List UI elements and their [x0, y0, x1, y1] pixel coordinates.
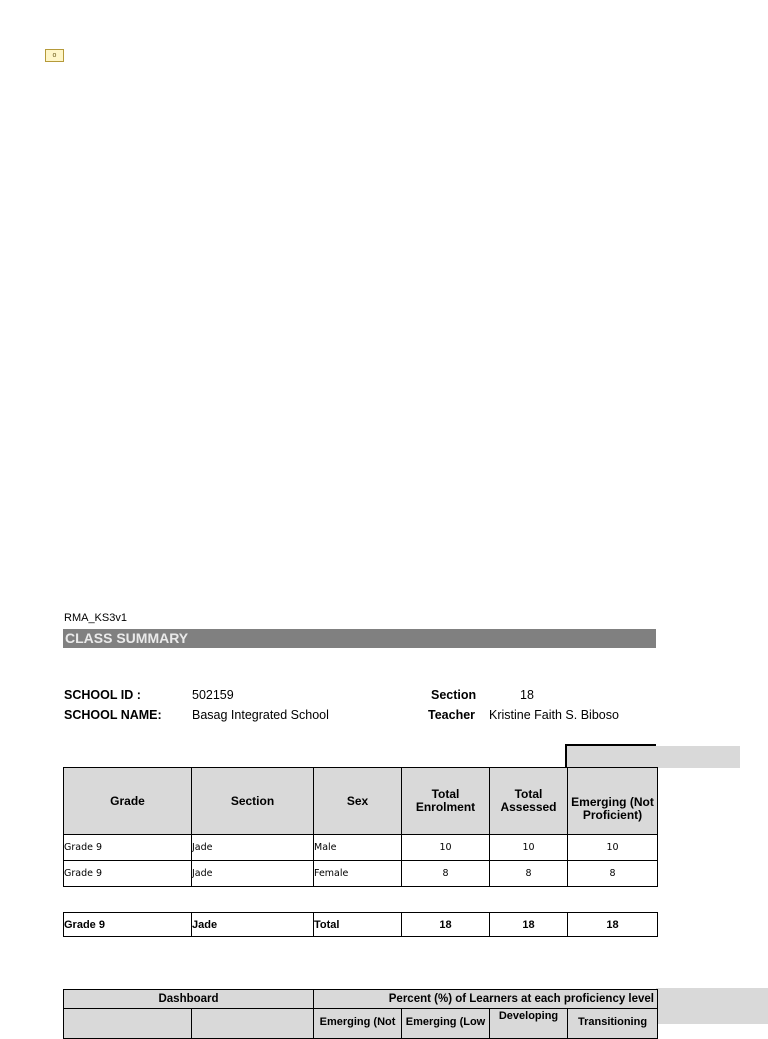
cell-emerging: 10: [568, 835, 658, 861]
section-label: Section: [431, 688, 477, 702]
total-emerging: 18: [568, 913, 658, 937]
subheader-emerging-low: Emerging (Low: [402, 1009, 490, 1039]
total-section: Jade: [192, 913, 314, 937]
total-enrolment: 18: [402, 913, 490, 937]
cell-grade: Grade 9: [64, 861, 192, 887]
cell-sex: Male: [314, 835, 402, 861]
header-sex: Sex: [314, 768, 402, 835]
subheader-developing: Developing: [490, 1009, 568, 1039]
total-label: Total: [314, 913, 402, 937]
table-row: [64, 861, 658, 887]
school-name-value: Basag Integrated School: [192, 708, 329, 722]
school-id-value: 502159: [192, 688, 234, 702]
header-total-enrolment: Total Enrolment: [402, 768, 490, 835]
grey-header-fill: [656, 746, 740, 768]
cell-total-assessed: 10: [490, 835, 568, 861]
cell-section: Jade: [192, 861, 314, 887]
dashboard-title: Dashboard: [64, 990, 314, 1009]
table-row: [64, 835, 658, 861]
header-emerging-not-proficient: Emerging (Not Proficient): [568, 768, 658, 835]
cell-sex: Female: [314, 861, 402, 887]
cell-grade: Grade 9: [64, 835, 192, 861]
header-grade: Grade: [64, 768, 192, 835]
dashboard-table: [63, 989, 658, 1039]
teacher-value: Kristine Faith S. Biboso: [489, 708, 619, 722]
comment-marker-icon[interactable]: o: [45, 49, 64, 62]
dashboard-percent-title: Percent (%) of Learners at each proficiency level: [314, 990, 658, 1009]
teacher-label: Teacher: [428, 708, 476, 722]
subheader-transitioning: Transitioning: [568, 1009, 658, 1039]
subheader-emerging-not: Emerging (Not: [314, 1009, 402, 1039]
total-grade: Grade 9: [64, 913, 192, 937]
school-id-label: SCHOOL ID :: [64, 688, 141, 702]
total-assessed: 18: [490, 913, 568, 937]
total-row: [64, 913, 658, 937]
cell-emerging: 8: [568, 861, 658, 887]
cell-total-assessed: 8: [490, 861, 568, 887]
total-table: [63, 912, 658, 937]
form-code: RMA_KS3v1: [64, 612, 127, 624]
header-section: Section: [192, 768, 314, 835]
grey-header-fill-bottom: [656, 988, 768, 1024]
cell-total-enrolment: 8: [402, 861, 490, 887]
cell-total-enrolment: 10: [402, 835, 490, 861]
header-total-assessed: Total Assessed: [490, 768, 568, 835]
section-value: 18: [520, 688, 534, 702]
cell-section: Jade: [192, 835, 314, 861]
class-summary-banner: CLASS SUMMARY: [63, 629, 656, 648]
school-name-label: SCHOOL NAME:: [64, 708, 162, 722]
class-summary-table: [63, 767, 658, 887]
